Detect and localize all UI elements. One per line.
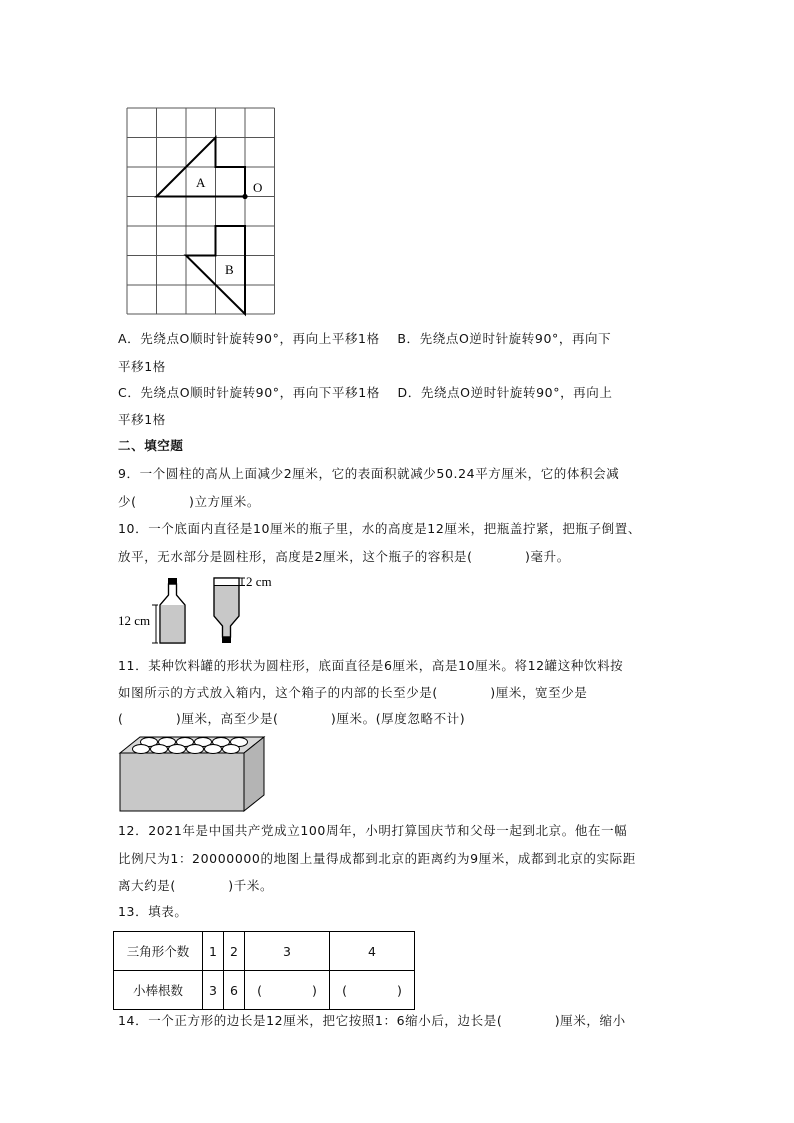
q12-line3: 离大约是( )千米。	[118, 878, 274, 893]
q10-line1: 10．一个底面内直径是10厘米的瓶子里，水的高度是12厘米，把瓶盖拧紧，把瓶子倒置、	[118, 521, 641, 536]
q9-line1: 9．一个圆柱的高从上面减少2厘米，它的表面积就减少50.24平方厘米，它的体积会减	[118, 466, 620, 481]
q12-line2: 比例尺为1：20000000的地图上量得成都到北京的距离约为9厘米，成都到北京的实际距	[118, 851, 636, 866]
table-cell: 4	[330, 932, 415, 971]
q8-options-cd-cont: 平移1格	[118, 412, 166, 427]
q14-line1: 14．一个正方形的边长是12厘米，把它按照1：6缩小后，边长是( )厘米，缩小	[118, 1013, 626, 1028]
q12-line1: 12．2021年是中国共产党成立100周年，小明打算国庆节和父母一起到北京。他在一幅	[118, 823, 628, 838]
label-a: A	[196, 175, 206, 190]
point-o	[242, 194, 247, 199]
label-2cm: 2 cm	[246, 574, 272, 589]
q13-title: 13．填表。	[118, 904, 188, 919]
table-row	[114, 971, 415, 1010]
table-cell: 小棒根数	[114, 971, 203, 1010]
table-cell: 三角形个数	[114, 932, 203, 971]
section-title: 二、填空题	[118, 438, 184, 453]
q10-line2: 放平，无水部分是圆柱形，高度是2厘米，这个瓶子的容积是( )毫升。	[118, 549, 570, 564]
q9-line2: 少( )立方厘米。	[118, 494, 260, 509]
q8-options-ab-cont: 平移1格	[118, 359, 166, 374]
q8-options-ab: A．先绕点O顺时针旋转90°，再向上平移1格 B．先绕点O逆时针旋转90°，再向下	[118, 331, 612, 346]
answer-blank[interactable]: ( )	[330, 971, 415, 1010]
answer-blank[interactable]: ( )	[245, 971, 330, 1010]
q11-line1: 11．某种饮料罐的形状为圆柱形，底面直径是6厘米，高是10厘米。将12罐这种饮料按	[118, 658, 624, 673]
rotation-grid-figure	[125, 106, 285, 318]
table-cell: 1	[203, 932, 224, 971]
table-cell: 2	[224, 932, 245, 971]
cans-box-figure	[118, 735, 268, 813]
label-12cm: 12 cm	[118, 613, 151, 628]
label-b: B	[225, 262, 234, 277]
q11-line2: 如图所示的方式放入箱内，这个箱子的内部的长至少是( )厘米，宽至少是	[118, 685, 588, 700]
table-cell: 3	[245, 932, 330, 971]
table-row	[114, 932, 415, 971]
q11-line3: ( )厘米，高至少是( )厘米。(厚度忽略不计)	[118, 711, 466, 726]
q13-table	[113, 931, 415, 1010]
q8-options-cd: C．先绕点O顺时针旋转90°，再向下平移1格 D．先绕点O逆时针旋转90°，再向上	[118, 385, 613, 400]
table-cell: 3	[203, 971, 224, 1010]
label-o: O	[253, 180, 263, 195]
bottles-figure	[118, 573, 288, 645]
table-cell: 6	[224, 971, 245, 1010]
